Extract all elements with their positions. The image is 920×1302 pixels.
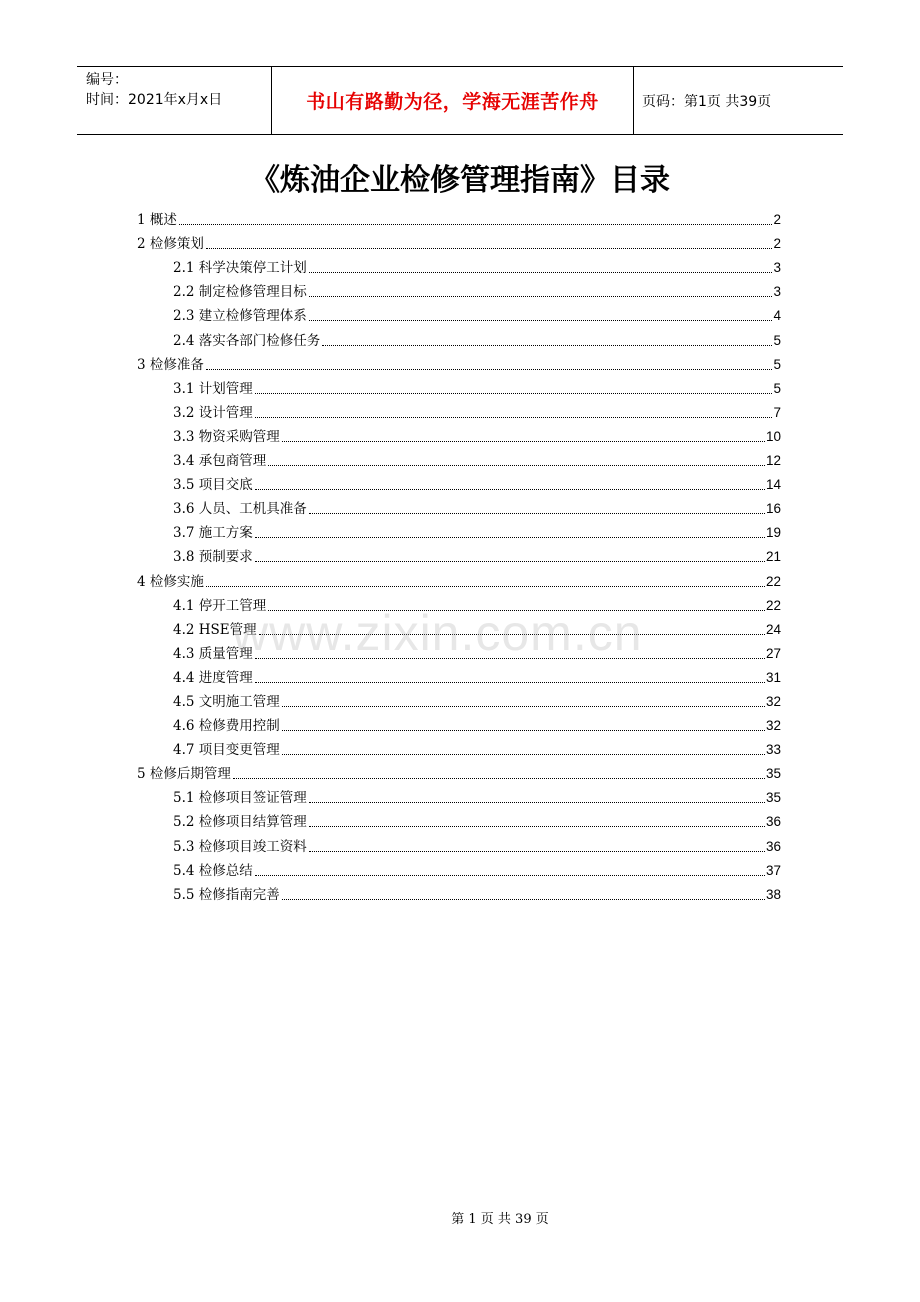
toc-entry-label: 4.1 停开工管理 [173, 597, 267, 614]
toc-entry-label: 3.4 承包商管理 [173, 453, 267, 470]
toc-entry-page: 10 [765, 428, 781, 444]
toc-entry-page: 4 [773, 308, 781, 324]
toc-entry-label: 4.3 质量管理 [173, 645, 253, 662]
toc-entry[interactable] [137, 205, 781, 229]
toc-entry[interactable] [137, 880, 781, 904]
toc-entry[interactable] [137, 422, 781, 446]
toc-entry[interactable] [137, 470, 781, 494]
toc-dot-leader [233, 765, 765, 783]
toc-entry-page: 14 [765, 477, 781, 493]
toc-entry-page: 2 [773, 212, 781, 228]
header-page-info: 页码：第1页 共39页 [642, 93, 772, 110]
toc-entry-page: 36 [765, 814, 781, 830]
toc-entry[interactable] [137, 615, 781, 639]
toc-entry-page: 27 [765, 645, 781, 661]
toc-dot-leader [255, 380, 773, 398]
toc-entry-label: 5.4 检修总结 [173, 862, 253, 879]
toc-entry-label: 3.6 人员、工机具准备 [173, 501, 307, 518]
toc-entry-label: 4.2 HSE管理 [173, 621, 257, 638]
toc-entry-page: 5 [773, 356, 781, 372]
toc-entry-page: 7 [773, 404, 781, 420]
toc-entry[interactable] [137, 301, 781, 325]
toc-entry-page: 21 [765, 549, 781, 565]
toc-dot-leader [309, 789, 765, 807]
toc-entry-label: 3 检修准备 [137, 356, 204, 373]
toc-entry-page: 24 [765, 621, 781, 637]
toc-entry[interactable] [137, 253, 781, 277]
code-label: 编号： [86, 72, 128, 88]
toc-entry-label: 3.5 项目交底 [173, 477, 253, 494]
toc-dot-leader [282, 428, 765, 446]
toc-entry-page: 12 [765, 453, 781, 469]
toc-dot-leader [322, 332, 772, 350]
toc-entry-label: 2.2 制定检修管理目标 [173, 284, 307, 301]
toc-entry[interactable] [137, 350, 781, 374]
toc-dot-leader [206, 573, 765, 591]
toc-entry-label: 5.2 检修项目结算管理 [173, 814, 307, 831]
toc-entry-label: 4.7 项目变更管理 [173, 742, 280, 759]
toc-dot-leader [206, 235, 773, 253]
toc-dot-leader [309, 500, 765, 518]
toc-entry[interactable] [137, 639, 781, 663]
table-of-contents [137, 205, 781, 904]
toc-entry-page: 33 [765, 742, 781, 758]
toc-entry[interactable] [137, 566, 781, 590]
toc-entry[interactable] [137, 494, 781, 518]
toc-entry-label: 3.3 物资采购管理 [173, 428, 280, 445]
toc-dot-leader [255, 669, 765, 687]
toc-dot-leader [282, 717, 765, 735]
toc-dot-leader [179, 211, 773, 229]
toc-entry-label: 4.5 文明施工管理 [173, 693, 280, 710]
toc-entry[interactable] [137, 783, 781, 807]
toc-dot-leader [259, 621, 765, 639]
toc-entry[interactable] [137, 374, 781, 398]
toc-entry-label: 2.1 科学决策停工计划 [173, 260, 307, 277]
header-motto: 书山有路勤为径，学海无涯苦作舟 [272, 67, 634, 134]
toc-entry[interactable] [137, 542, 781, 566]
toc-dot-leader [255, 862, 765, 880]
toc-dot-leader [255, 548, 765, 566]
toc-entry-label: 1 概述 [137, 212, 177, 229]
toc-entry-label: 5.3 检修项目竣工资料 [173, 838, 307, 855]
toc-entry[interactable] [137, 735, 781, 759]
toc-dot-leader [268, 597, 765, 615]
toc-entry[interactable] [137, 807, 781, 831]
toc-entry[interactable] [137, 229, 781, 253]
toc-entry-page: 2 [773, 236, 781, 252]
toc-entry-page: 37 [765, 862, 781, 878]
toc-entry-label: 2 检修策划 [137, 236, 204, 253]
toc-dot-leader [255, 476, 765, 494]
toc-entry[interactable] [137, 687, 781, 711]
toc-dot-leader [309, 838, 765, 856]
toc-entry-label: 5.1 检修项目签证管理 [173, 790, 307, 807]
toc-entry-page: 35 [765, 790, 781, 806]
toc-entry-label: 5.5 检修指南完善 [173, 886, 280, 903]
toc-entry-label: 4.4 进度管理 [173, 669, 253, 686]
toc-entry-label: 4.6 检修费用控制 [173, 718, 280, 735]
toc-entry[interactable] [137, 591, 781, 615]
time-label: 时间：2021年x月x日 [86, 92, 223, 108]
toc-entry-label: 2.4 落实各部门检修任务 [173, 332, 321, 349]
toc-entry[interactable] [137, 663, 781, 687]
toc-dot-leader [309, 813, 765, 831]
toc-entry-label: 3.1 计划管理 [173, 380, 253, 397]
toc-dot-leader [309, 307, 773, 325]
watermark: www.zixin.com.cn [232, 605, 643, 661]
footer-page-number: 第 1 页 共 39 页 [451, 1212, 549, 1227]
toc-dot-leader [282, 741, 765, 759]
toc-entry-label: 5 检修后期管理 [137, 766, 231, 783]
toc-entry[interactable] [137, 325, 781, 349]
toc-entry-page: 3 [773, 260, 781, 276]
toc-dot-leader [255, 404, 773, 422]
toc-entry-page: 36 [765, 838, 781, 854]
page-header [77, 66, 843, 135]
toc-entry-page: 31 [765, 669, 781, 685]
toc-entry[interactable] [137, 398, 781, 422]
toc-entry[interactable] [137, 759, 781, 783]
toc-dot-leader [206, 356, 773, 374]
toc-dot-leader [255, 645, 765, 663]
toc-entry[interactable] [137, 518, 781, 542]
toc-entry-label: 3.7 施工方案 [173, 525, 253, 542]
toc-entry-label: 4 检修实施 [137, 573, 204, 590]
header-meta [77, 67, 272, 134]
toc-entry[interactable] [137, 711, 781, 735]
toc-entry-label: 3.2 设计管理 [173, 404, 253, 421]
toc-dot-leader [268, 452, 765, 470]
toc-dot-leader [255, 524, 765, 542]
toc-entry-page: 22 [765, 573, 781, 589]
toc-entry[interactable] [137, 856, 781, 880]
toc-entry-label: 3.8 预制要求 [173, 549, 253, 566]
toc-entry-page: 22 [765, 597, 781, 613]
document-title: 《炼油企业检修管理指南》目录 [250, 163, 670, 198]
page-footer [0, 1208, 920, 1227]
toc-entry[interactable] [137, 446, 781, 470]
toc-entry-label: 2.3 建立检修管理体系 [173, 308, 307, 325]
toc-entry-page: 35 [765, 766, 781, 782]
toc-entry-page: 16 [765, 501, 781, 517]
toc-dot-leader [309, 259, 773, 277]
toc-entry[interactable] [137, 831, 781, 855]
toc-entry-page: 38 [765, 886, 781, 902]
toc-entry-page: 32 [765, 718, 781, 734]
toc-entry-page: 32 [765, 693, 781, 709]
toc-entry-page: 5 [773, 380, 781, 396]
toc-dot-leader [282, 886, 765, 904]
toc-entry-page: 3 [773, 284, 781, 300]
toc-dot-leader [309, 283, 773, 301]
toc-entry-page: 19 [765, 525, 781, 541]
toc-entry-page: 5 [773, 332, 781, 348]
toc-dot-leader [282, 693, 765, 711]
toc-entry[interactable] [137, 277, 781, 301]
